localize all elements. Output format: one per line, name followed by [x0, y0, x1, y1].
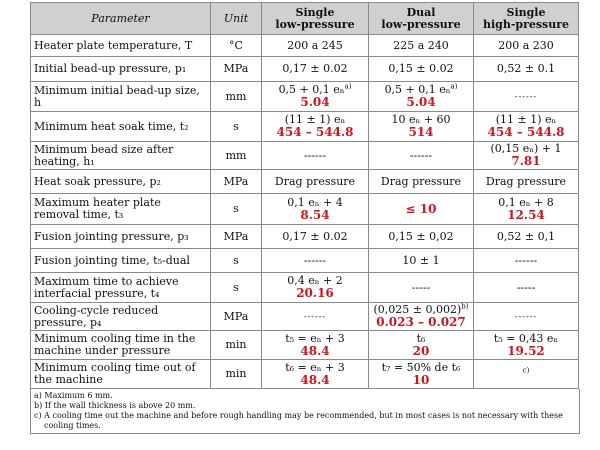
formula-text: (0,025 ± 0,002) [373, 303, 462, 316]
highlight-value: ≤ 10 [405, 201, 437, 216]
param-cell: Fusion jointing pressure, p₃ [31, 225, 211, 249]
header-col1-line2: low-pressure [275, 17, 355, 31]
formula-text: t₅ = eₙ + 3 [285, 331, 345, 345]
value-cell [262, 273, 369, 303]
highlight-value: 12.54 [507, 207, 545, 222]
value-cell: ----- [369, 273, 474, 303]
header-single-high-pressure [474, 3, 579, 35]
value-cell: 0,17 ± 0.02 [262, 225, 369, 249]
value-cell [474, 142, 579, 170]
value-cell [262, 360, 369, 389]
param-cell: Maximum heater plate removal time, t₃ [31, 194, 211, 225]
value-cell: 200 a 230 [474, 35, 579, 57]
unit-cell: min [211, 360, 262, 389]
unit-cell: MPa [211, 303, 262, 331]
highlight-value: 10 [412, 372, 430, 387]
highlight-value: 454 – 544.8 [487, 125, 565, 139]
highlight-value: 5.04 [406, 95, 436, 109]
unit-cell: MPa [211, 57, 262, 82]
formula-text: 10 eₙ + 60 [391, 113, 451, 126]
param-cell: Initial bead-up pressure, p₁ [31, 57, 211, 82]
highlight-value: 7.81 [511, 154, 541, 168]
table-row [31, 225, 579, 249]
table-row [31, 273, 579, 303]
param-cell: Minimum initial bead-up size, h [31, 82, 211, 112]
value-cell: Drag pressure [474, 170, 579, 194]
unit-cell: s [211, 194, 262, 225]
value-cell: 10 ± 1 [369, 249, 474, 273]
param-cell: Minimum cooling time in the machine under pressure [31, 331, 211, 360]
value-cell: 200 a 245 [262, 35, 369, 57]
table-row [31, 331, 579, 360]
header-col1-line1: Single [295, 5, 335, 19]
header-col3-line1: Single [506, 5, 546, 19]
param-cell: Minimum cooling time out of the machine [31, 360, 211, 389]
highlight-value: 5.04 [300, 95, 330, 109]
value-cell: ----- [474, 273, 579, 303]
formula-text: (11 ± 1) eₙ [284, 113, 346, 126]
highlight-value: 20 [412, 343, 430, 358]
value-cell: ------ [474, 303, 579, 331]
value-cell: 0,17 ± 0.02 [262, 57, 369, 82]
parameter-table-container [30, 2, 578, 434]
param-cell: Maximum time to achieve interfacial pressure, t₄ [31, 273, 211, 303]
value-cell: ------ [369, 142, 474, 170]
value-cell: ------ [262, 142, 369, 170]
value-cell: ------ [474, 249, 579, 273]
header-dual-low-pressure [369, 3, 474, 35]
param-cell: Minimum heat soak time, t₂ [31, 112, 211, 142]
value-cell [474, 194, 579, 225]
formula-text: t₅ = 0,43 eₙ [493, 331, 559, 345]
highlight-value: 48.4 [300, 372, 330, 387]
value-cell: 225 a 240 [369, 35, 474, 57]
header-unit: Unit [211, 3, 262, 35]
table-row [31, 142, 579, 170]
table-row [31, 57, 579, 82]
unit-cell: °C [211, 35, 262, 57]
value-cell: ------ [262, 249, 369, 273]
header-parameter: Parameter [31, 3, 211, 35]
parameter-table [30, 2, 579, 389]
value-cell [262, 194, 369, 225]
formula-text: t₇ = 50% de t₆ [381, 360, 461, 374]
formula-text: 0,5 + 0,1 eₙ [278, 83, 345, 96]
highlight-value: 8.54 [300, 207, 330, 222]
footnote-marker: a) [344, 82, 352, 91]
value-cell [369, 360, 474, 389]
value-cell: 0,15 ± 0.02 [369, 57, 474, 82]
value-cell [474, 331, 579, 360]
footnote-c: c) A cooling time out the machine and before rough handling may be recommended, but in most cases is not necessary with these cooling times. [34, 411, 563, 430]
footnote-marker: b) [461, 302, 469, 311]
value-cell [262, 331, 369, 360]
param-cell: Heat soak pressure, p₂ [31, 170, 211, 194]
param-cell: Fusion jointing time, t₅-dual [31, 249, 211, 273]
param-cell: Minimum bead size after heating, h₁ [31, 142, 211, 170]
highlight-value: 48.4 [300, 343, 330, 358]
table-row [31, 35, 579, 57]
header-col3-line2: high-pressure [482, 17, 570, 31]
formula-text: t₆ [416, 331, 426, 345]
unit-cell: MPa [211, 225, 262, 249]
unit-cell: mm [211, 82, 262, 112]
unit-cell: mm [211, 142, 262, 170]
highlight-value: 454 – 544.8 [276, 125, 354, 139]
footnote-marker: a) [450, 82, 458, 91]
formula-text: 0,1 eₙ + 8 [498, 195, 554, 209]
param-cell: Heater plate temperature, T [31, 35, 211, 57]
unit-cell: s [211, 112, 262, 142]
header-single-low-pressure [262, 3, 369, 35]
value-cell: 0,15 ± 0,02 [369, 225, 474, 249]
param-cell: Cooling-cycle reduced pressure, p₄ [31, 303, 211, 331]
formula-text: (11 ± 1) eₙ [495, 113, 557, 126]
value-cell [474, 112, 579, 142]
unit-cell: s [211, 273, 262, 303]
formula-text: 0,1 eₙ + 4 [287, 195, 343, 209]
value-cell: 0,52 ± 0,1 [474, 225, 579, 249]
value-cell: ------ [262, 303, 369, 331]
unit-cell: s [211, 249, 262, 273]
highlight-value: 0.023 – 0.027 [376, 315, 466, 329]
table-row [31, 249, 579, 273]
value-cell: ------ [474, 82, 579, 112]
table-header-row [31, 3, 579, 35]
table-footnotes [30, 389, 580, 434]
highlight-value: 19.52 [507, 343, 545, 358]
footnote-marker: c) [522, 366, 530, 375]
value-cell [369, 331, 474, 360]
table-row [31, 303, 579, 331]
table-row [31, 360, 579, 389]
value-cell [474, 360, 579, 389]
formula-text: 0,5 + 0,1 eₙ [384, 83, 451, 96]
value-cell: Drag pressure [262, 170, 369, 194]
header-col2-line1: Dual [406, 5, 436, 19]
header-col2-line2: low-pressure [381, 17, 461, 31]
value-cell [369, 303, 474, 331]
table-row [31, 194, 579, 225]
formula-text: t₆ = eₙ + 3 [285, 360, 345, 374]
unit-cell: min [211, 331, 262, 360]
highlight-value: 20.16 [296, 286, 334, 300]
footnote-a: a) Maximum 6 mm. [34, 391, 113, 400]
formula-text: 0,4 eₙ + 2 [287, 274, 343, 287]
unit-cell: MPa [211, 170, 262, 194]
table-row [31, 170, 579, 194]
table-row [31, 112, 579, 142]
value-cell [262, 112, 369, 142]
footnote-b: b) If the wall thickness is above 20 mm. [34, 401, 196, 410]
value-cell [369, 82, 474, 112]
value-cell [262, 82, 369, 112]
table-row [31, 82, 579, 112]
value-cell: Drag pressure [369, 170, 474, 194]
value-cell [369, 194, 474, 225]
value-cell: 0,52 ± 0.1 [474, 57, 579, 82]
value-cell [369, 112, 474, 142]
formula-text: (0,15 eₙ) + 1 [490, 142, 562, 155]
highlight-value: 514 [408, 125, 434, 139]
